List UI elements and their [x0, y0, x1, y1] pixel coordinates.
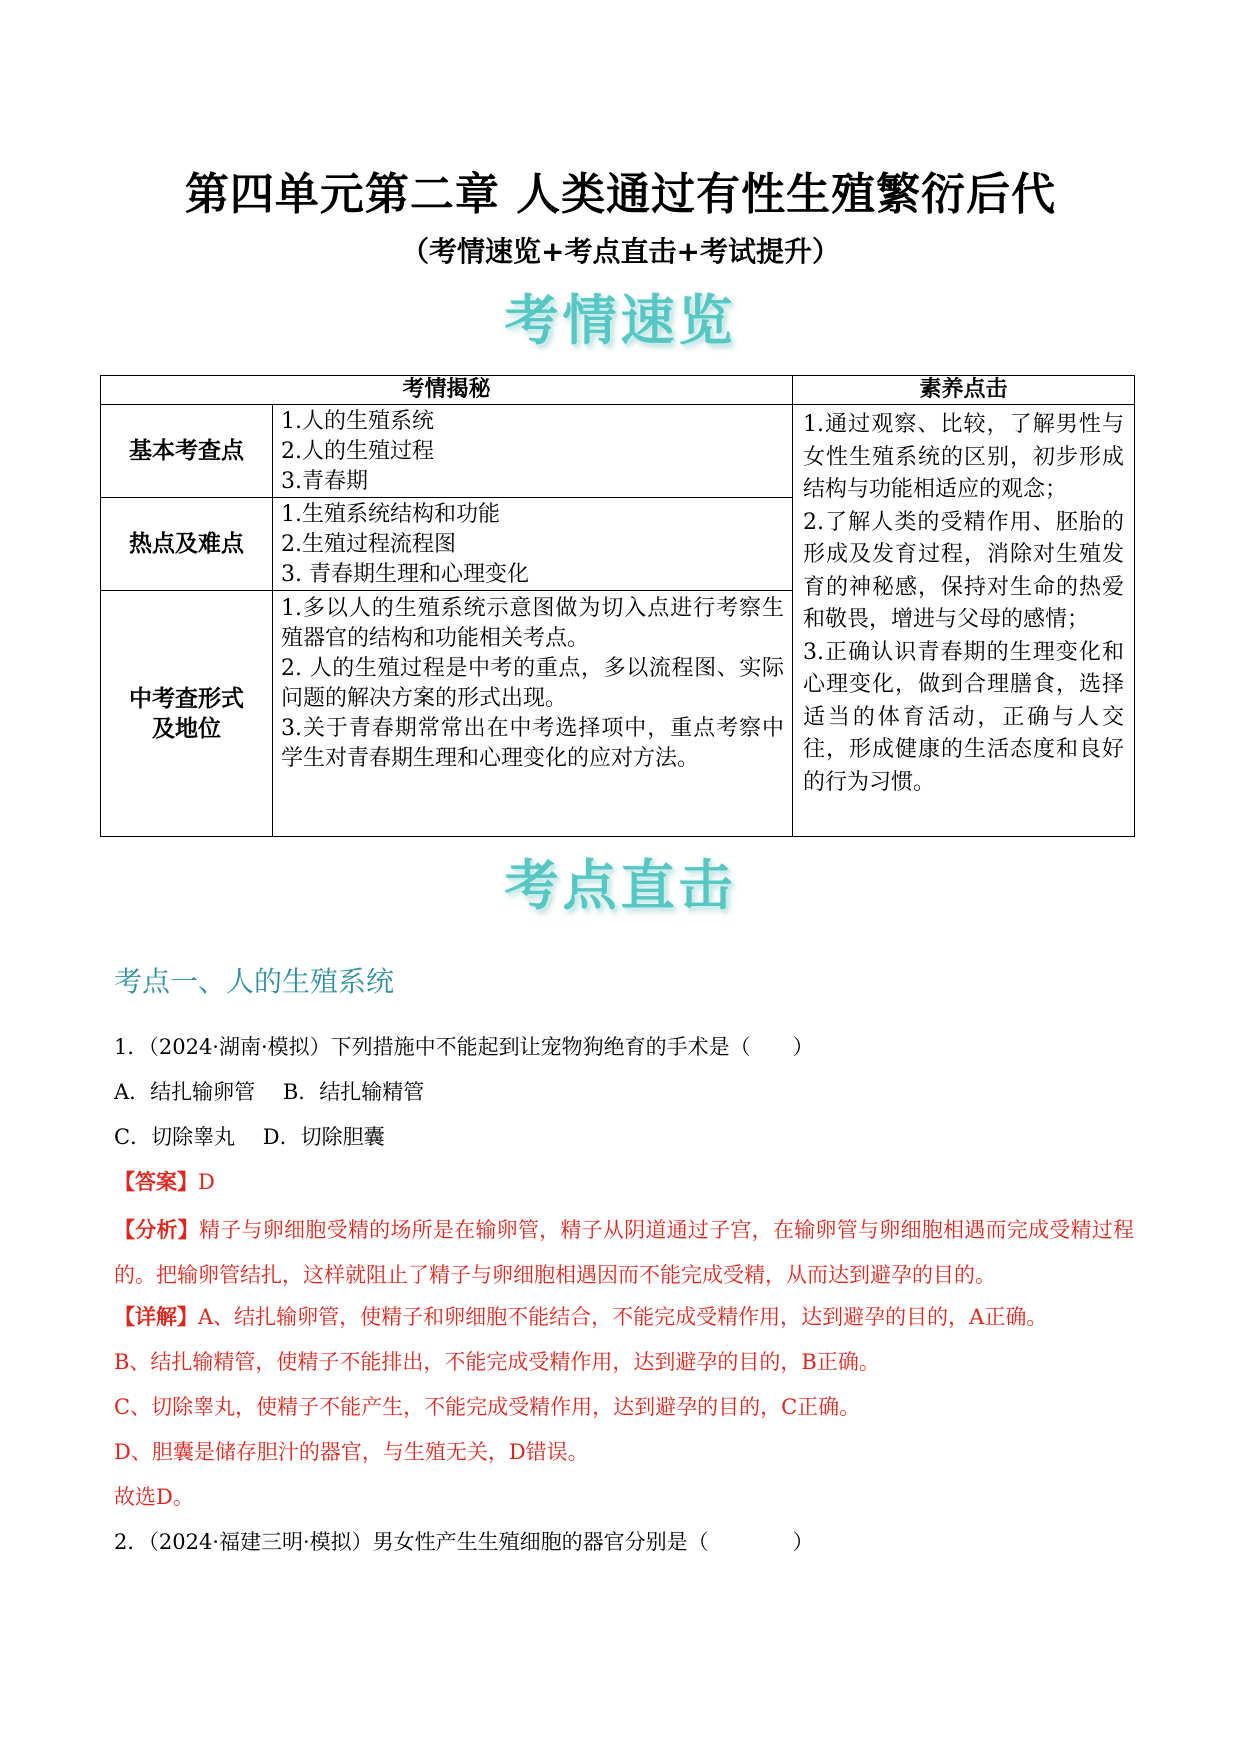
row-label-hot-difficult: 热点及难点 [101, 498, 273, 591]
list-item: 3.关于青春期常常出在中考选择项中，重点考察中学生对青春期生理和心理变化的应对方法。 [281, 716, 785, 771]
list-item: 3. 青春期生理和心理变化 [281, 562, 529, 587]
detail-tag: 【详解】 [114, 1304, 198, 1329]
banner-key-points: 考点直击 [504, 853, 737, 917]
conclusion-line: 故选D。 [114, 1485, 194, 1509]
answer-tag: 【答案】 [114, 1169, 198, 1194]
row-label-exam-form: 中考查形式 及地位 [101, 591, 273, 837]
analysis-block [114, 1207, 1134, 1298]
detail-line-d: D、胆囊是储存胆汁的器官，与生殖无关，D错误。 [114, 1440, 589, 1464]
list-item: 3.青春期 [281, 469, 368, 494]
detail-line-b: B、结扎输精管，使精子不能排出，不能完成受精作用，达到避孕的目的，B正确。 [114, 1350, 880, 1374]
table-header-exam-info: 考情揭秘 [101, 376, 793, 405]
answer-line [114, 1168, 1134, 1196]
overview-table [100, 375, 1135, 837]
detail-a-text: A、结扎输卵管，使精子和卵细胞不能结合，不能完成受精作用，达到避孕的目的，A正确。 [198, 1305, 1048, 1329]
list-item: 2.生殖过程流程图 [281, 532, 456, 557]
answer-value: D [198, 1170, 215, 1194]
list-item: 1.人的生殖系统 [281, 409, 434, 434]
page-subtitle: （考情速览+考点直击+考试提升） [401, 235, 840, 268]
literacy-cell [793, 405, 1135, 837]
analysis-tag: 【分析】 [114, 1217, 200, 1242]
row-label-basic-points: 基本考查点 [101, 405, 273, 498]
page-title: 第四单元第二章 人类通过有性生殖繁衍后代 [184, 169, 1057, 220]
row-content-basic-points [273, 405, 793, 498]
table-header-literacy: 素养点击 [793, 376, 1135, 405]
question-1-options-cd: C．切除睾丸 D．切除胆囊 [114, 1125, 385, 1149]
literacy-item-1: 1.通过观察、比较，了解男性与女性生殖系统的区别，初步形成结构与功能相适应的观念； [803, 412, 1125, 502]
section-heading: 考点一、人的生殖系统 [114, 965, 395, 998]
list-item: 2.人的生殖过程 [281, 439, 434, 464]
banner-overview: 考情速览 [504, 288, 737, 352]
detail-line-c: C、切除睾丸，使精子不能产生，不能完成受精作用，达到避孕的目的，C正确。 [114, 1395, 861, 1419]
question-1-stem: 1．（2024·湖南·模拟）下列措施中不能起到让宠物狗绝育的手术是（ ） [114, 1035, 814, 1059]
literacy-item-3: 3.正确认识青春期的生理变化和心理变化，做到合理膳食，选择适当的体育活动，正确与人交往，形成健康的生活态度和良好的行为习惯。 [803, 639, 1125, 795]
row-content-exam-form [273, 591, 793, 837]
row-content-hot-difficult [273, 498, 793, 591]
question-2-stem: 2．（2024·福建三明·模拟）男女性产生生殖细胞的器官分别是（ ） [114, 1530, 814, 1554]
list-item: 2. 人的生殖过程是中考的重点，多以流程图、实际问题的解决方案的形式出现。 [281, 656, 785, 711]
analysis-text: 精子与卵细胞受精的场所是在输卵管，精子从阴道通过子宫，在输卵管与卵细胞相遇而完成受精过程的。把输卵管结扎，这样就阻止了精子与卵细胞相遇因而不能完成受精，从而达到避孕的目的。 [114, 1218, 1135, 1287]
question-1-options-ab: A．结扎输卵管 B．结扎输精管 [114, 1080, 425, 1104]
list-item: 1.生殖系统结构和功能 [281, 502, 500, 527]
detail-line-a [114, 1303, 1134, 1331]
literacy-item-2: 2.了解人类的受精作用、胚胎的形成及发育过程，消除对生殖发育的神秘感，保持对生命的热爱和敬畏，增进与父母的感情； [803, 509, 1125, 632]
list-item: 1.多以人的生殖系统示意图做为切入点进行考察生殖器官的结构和功能相关考点。 [281, 596, 785, 651]
